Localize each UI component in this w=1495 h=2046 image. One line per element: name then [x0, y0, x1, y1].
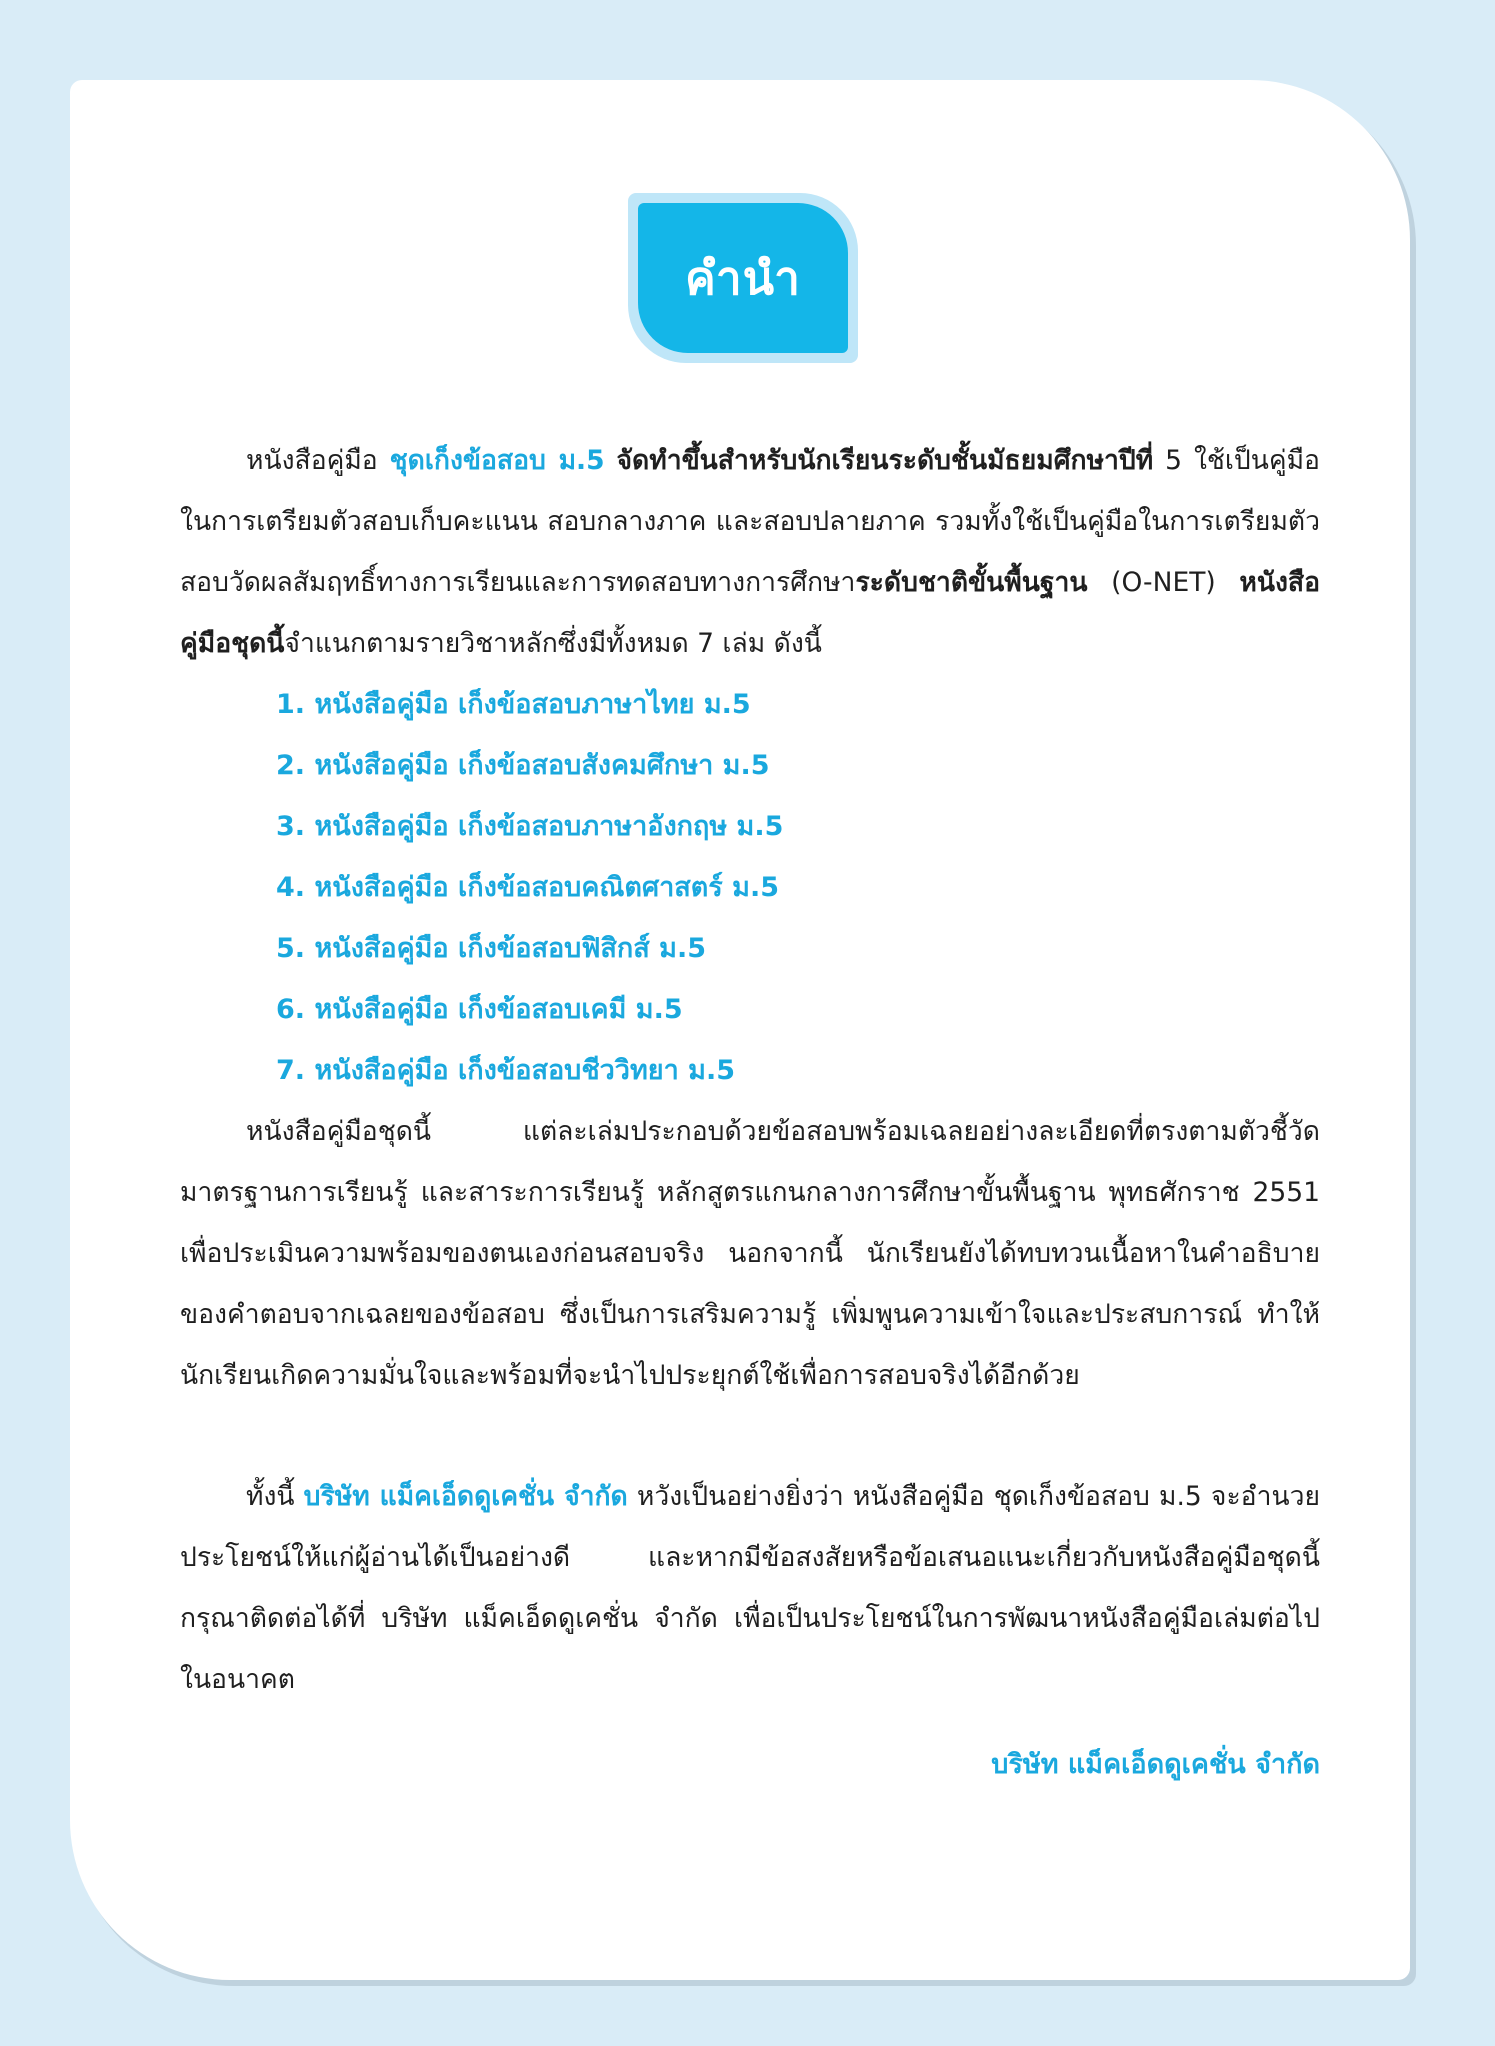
book-list-item: 5. หนังสือคู่มือ เก็งข้อสอบฟิสิกส์ ม.5 — [276, 933, 706, 964]
intro-text-3: 5 ใช้เป็นคู่มือในการเตรียมตัวสอบเก็บคะแนน สอบกลางภาค และสอบปลายภาค รวมทั้งใช้เป็นคู่มือในการเตรียมตัวสอบวัดผลสัมฤทธิ์ทางการเรียนและการทดสอบทางการศึกษา — [180, 445, 1320, 598]
closing-text-2: หวังเป็นอย่างยิ่งว่า หนังสือคู่มือ ชุดเก็งข้อสอบ ม.5 จะอำนวยประโยชน์ให้แก่ผู้อ่านได้เป็นอย่างดี และหากมีข้อสงสัยหรือข้อเสนอแนะเกี่ยวกับหนังสือคู่มือชุดนี้ กรุณาติดต่อได้ที่ บริษัท แม็คเอ็ดดูเคชั่น จำกัด เพื่อเป็นประโยชน์ในการพัฒนาหนังสือคู่มือเล่มต่อไปในอนาคต — [180, 1481, 1320, 1695]
closing-paragraph — [180, 1466, 1320, 1710]
intro-bold-c: หนังสือคู่มือชุดนี้ — [180, 567, 1320, 659]
book-list-item: 4. หนังสือคู่มือ เก็งข้อสอบคณิตศาสตร์ ม.5 — [276, 872, 780, 903]
page-title: คำนำ — [685, 250, 801, 305]
intro-text-5: จำแนกตามรายวิชาหลักซึ่งมีทั้งหมด 7 เล่ม ดังนี้ — [284, 628, 822, 659]
book-list-item: 1. หนังสือคู่มือ เก็งข้อสอบภาษาไทย ม.5 — [276, 689, 751, 720]
book-list — [180, 674, 1320, 1101]
book-list-item: 2. หนังสือคู่มือ เก็งข้อสอบสังคมศึกษา ม.5 — [276, 750, 770, 781]
book-list-item: 6. หนังสือคู่มือ เก็งข้อสอบเคมี ม.5 — [276, 994, 683, 1025]
intro-text-2 — [605, 445, 617, 476]
company-name: บริษัท แม็คเอ็ดดูเคชั่น จำกัด — [303, 1481, 628, 1512]
intro-paragraph — [180, 430, 1320, 674]
title-badge — [628, 193, 858, 363]
closing-text-1: ทั้งนี้ — [246, 1481, 304, 1512]
intro-text-1: หนังสือคู่มือ — [246, 445, 390, 476]
book-list-item: 3. หนังสือคู่มือ เก็งข้อสอบภาษาอังกฤษ ม.5 — [276, 811, 784, 842]
intro-bold-a: จัดทำขึ้นสำหรับนักเรียนระดับชั้นมัธยมศึกษาปีที่ — [616, 445, 1154, 476]
signature: บริษัท แม็คเอ็ดดูเคชั่น จำกัด — [991, 1749, 1320, 1780]
details-paragraph: หนังสือคู่มือชุดนี้ แต่ละเล่มประกอบด้วยข้อสอบพร้อมเฉลยอย่างละเอียดที่ตรงตามตัวชี้วัด มาตรฐานการเรียนรู้ และสาระการเรียนรู้ หลักสูตรแกนกลางการศึกษาขั้นพื้นฐาน พุทธศักราช 2551 เพื่อประเมินความพร้อมของตนเองก่อนสอบจริง นอกจากนี้ นักเรียนยังได้ทบทวนเนื้อหาในคำอธิบายของคำตอบจากเฉลยของข้อสอบ ซึ่งเป็นการเสริมความรู้ เพิ่มพูนความเข้าใจและประสบการณ์ ทำให้นักเรียนเกิดความมั่นใจและพร้อมที่จะนำไปประยุกต์ใช้เพื่อการสอบจริงได้อีกด้วย — [180, 1116, 1320, 1391]
paragraph-spacer — [180, 1406, 1320, 1466]
preface-content — [180, 430, 1320, 1795]
book-list-item: 7. หนังสือคู่มือ เก็งข้อสอบชีววิทยา ม.5 — [276, 1055, 735, 1086]
intro-bold-b: ระดับชาติขั้นพื้นฐาน — [855, 567, 1088, 598]
intro-text-4: (O-NET) — [1087, 567, 1240, 598]
series-name: ชุดเก็งข้อสอบ ม.5 — [389, 445, 605, 476]
title-badge-fill — [638, 203, 848, 353]
